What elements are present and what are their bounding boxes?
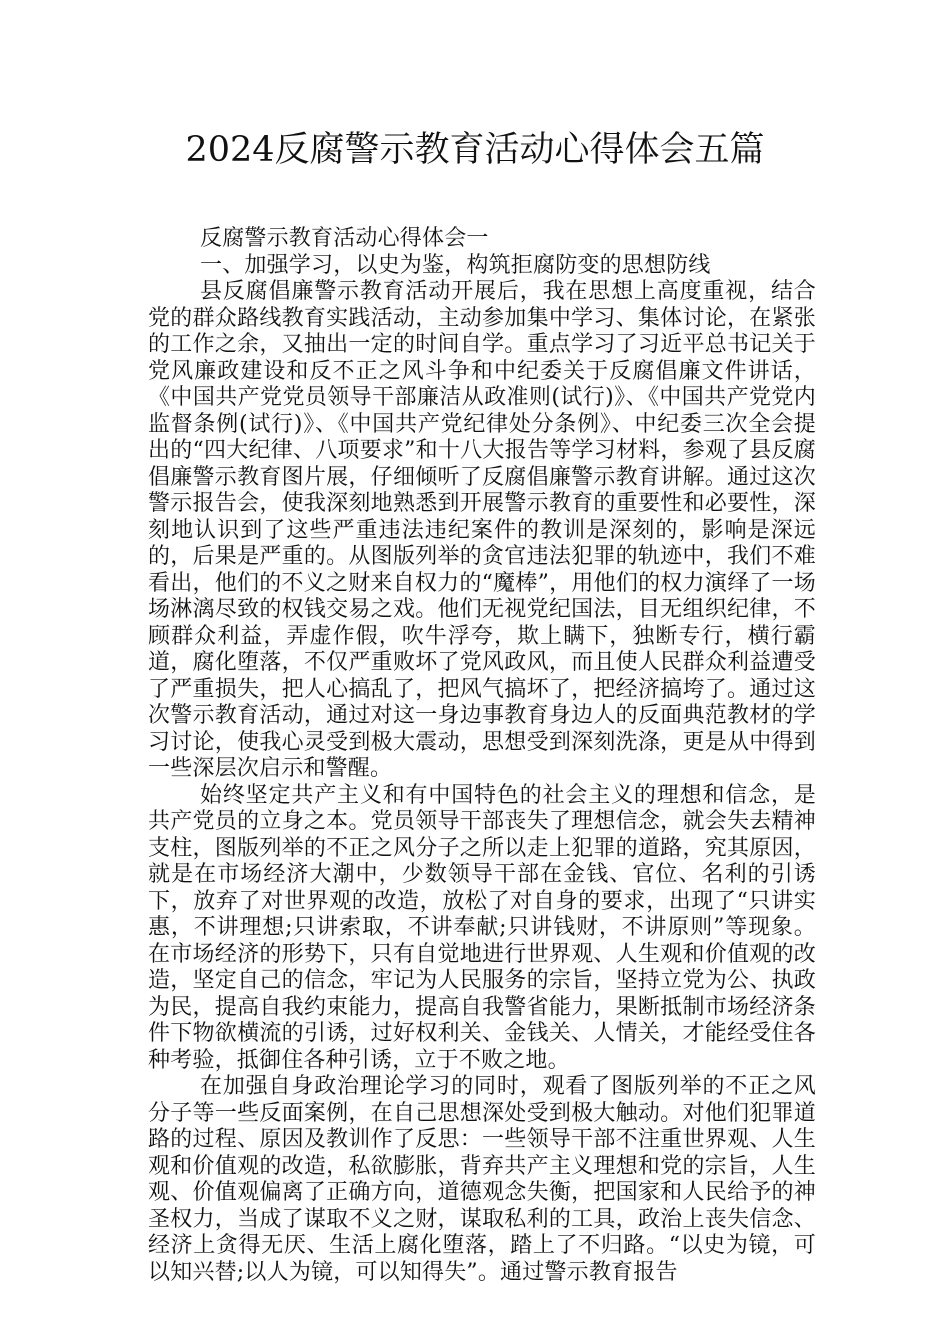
body-paragraph: 县反腐倡廉警示教育活动开展后，我在思想上高度重视，结合党的群众路线教育实践活动，主动参加集中学习、集体讨论，在紧张的工作之余，又抽出一定的时间自学。重点学习了习近平总书记关于党风廉政建设和反不正之风斗争和中纪委关于反腐倡廉文件讲话，《中国共产党党员领导干部廉洁从政准则(试行)》、《中国共产党党内监督条例(试行)》、《中国共产党纪律处分条例》、中纪委三次全会提出的“四大纪律、八项要求”和十八大报告等学习材料，参观了县反腐倡廉警示教育图片展，仔细倾听了反腐倡廉警示教育讲解。通过这次警示报告会，使我深刻地熟悉到开展警示教育的重要性和必要性，深刻地认识到了这些严重违法违纪案件的教训是深刻的，影响是深远的，后果是严重的。从图版列举的贪官违法犯罪的轨迹中，我们不难看出，他们的不义之财来自权力的“魔棒”，用他们的权力演绎了一场场淋漓尽致的权钱交易之戏。他们无视党纪国法，目无组织纪律，不顾群众利益，弄虚作假，吹牛浮夸，欺上瞒下，独断专行，横行霸道，腐化堕落，不仅严重败坏了党风政风，而且使人民群众利益遭受了严重损失，把人心搞乱了，把风气搞坏了，把经济搞垮了。通过这次警示教育活动，通过对这一身边事教育身边人的反面典范教材的学习讨论，使我心灵受到极大震动，思想受到深刻洗涤，更是从中得到一些深层次启示和警醒。 [148, 279, 816, 781]
body-paragraph: 始终坚定共产主义和有中国特色的社会主义的理想和信念，是共产党员的立身之本。党员领导干部丧失了理想信念，就会失去精神支柱，图版列举的不正之风分子之所以走上犯罪的道路，究其原因，就是在市场经济大潮中，少数领导干部在金钱、官位、名利的引诱下，放弃了对世界观的改造，放松了对自身的要求，出现了“只讲实惠，不讲理想;只讲索取，不讲奉献;只讲钱财，不讲原则”等现象。在市场经济的形势下，只有自觉地进行世界观、人生观和价值观的改造，坚定自己的信念，牢记为人民服务的宗旨，坚持立党为公、执政为民，提高自我约束能力，提高自我警省能力，果断抵制市场经济条件下物欲横流的引诱，过好权利关、金钱关、人情关，才能经受住各种考验，抵御住各种引诱，立于不败之地。 [148, 782, 816, 1073]
body-paragraph: 在加强自身政治理论学习的同时，观看了图版列举的不正之风分子等一些反面案例，在自己思想深处受到极大触动。对他们犯罪道路的过程、原因及教训作了反思：一些领导干部不注重世界观、人生观和价值观的改造，私欲膨胀，背弃共产主义理想和党的宗旨，人生观、价值观偏离了正确方向，道德观念失衡，把国家和人民给予的神圣权力，当成了谋取不义之财，谋取私利的工具，政治上丧失信念、经济上贪得无厌、生活上腐化堕落，踏上了不归路。“以史为镜，可以知兴替;以人为镜，可以知得失”。通过警示教育报告 [148, 1074, 816, 1285]
section-heading: 反腐警示教育活动心得体会一 [200, 226, 489, 251]
sub-heading: 一、加强学习，以史为鉴，构筑拒腐防变的思想防线 [200, 252, 711, 278]
document-body [148, 226, 816, 1286]
document-title: 2024反腐警示教育活动心得体会五篇 [185, 130, 765, 170]
